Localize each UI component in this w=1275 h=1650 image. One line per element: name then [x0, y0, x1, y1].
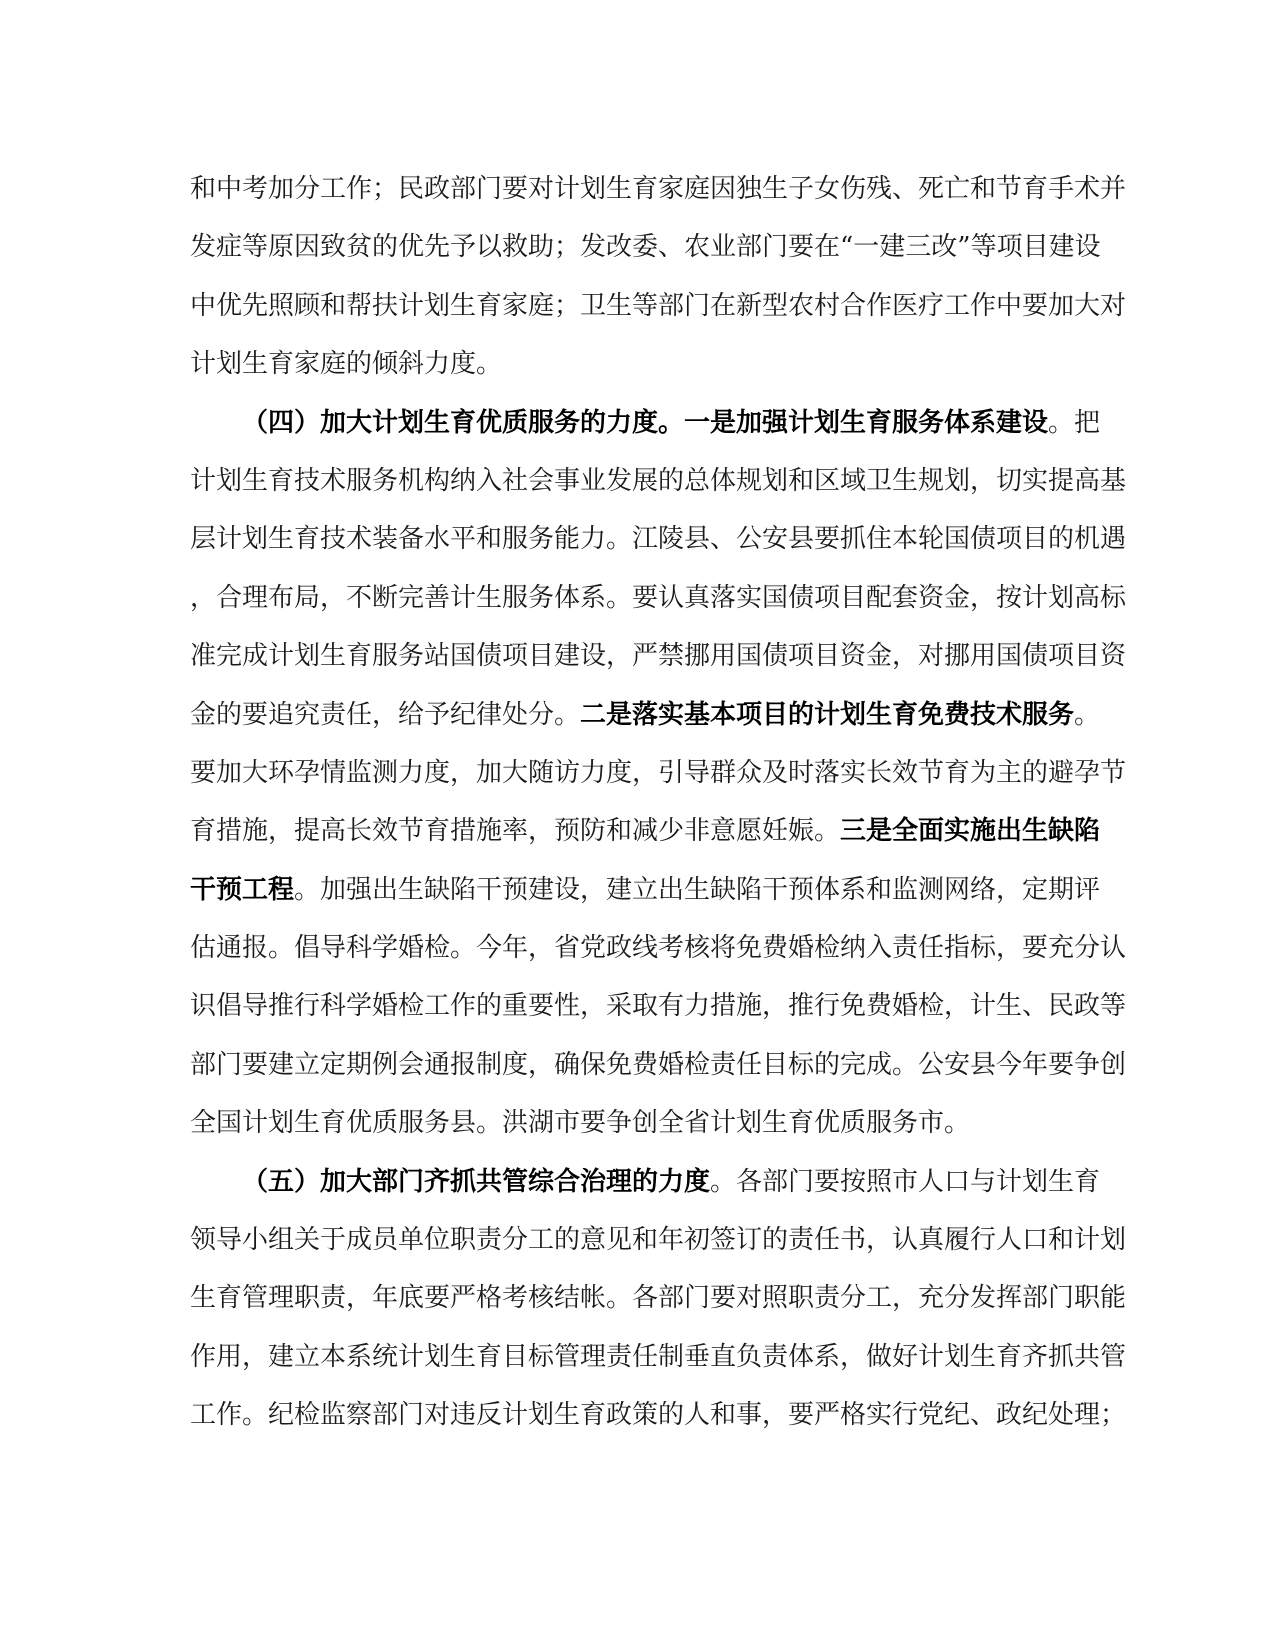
text-line: 中优先照顾和帮扶计划生育家庭；卫生等部门在新型农村合作医疗工作中要加大对 [190, 290, 1127, 321]
text-line: 生育管理职责，年底要严格考核结帐。各部门要对照职责分工，充分发挥部门职能 [190, 1283, 1127, 1314]
text-line: 估通报。倡导科学婚检。今年，省党政线考核将免费婚检纳入责任指标，要充分认 [190, 933, 1127, 964]
point-two-title: 二是落实基本项目的计划生育免费技术服务 [580, 699, 1075, 730]
text-line [190, 816, 1101, 874]
text-span: 育措施，提高长效节育措施率，预防和减少非意愿妊娠。 [190, 816, 841, 847]
text-line [190, 699, 1101, 758]
text-line: ，合理布局，不断完善计生服务体系。要认真落实国债项目配套资金，按计划高标 [190, 582, 1127, 613]
section-four-heading-line [190, 407, 1101, 466]
text-line [190, 874, 1101, 933]
section-four-heading: （四）加大计划生育优质服务的力度。 [242, 407, 685, 438]
document-body [190, 174, 1127, 1459]
text-line: 和中考加分工作；民政部门要对计划生育家庭因独生子女伤残、死亡和节育手术并 [190, 174, 1127, 204]
text-line: 发症等原因致贫的优先予以救助；发改委、农业部门要在“一建三改”等项目建设 [190, 232, 1101, 263]
text-line: 层计划生育技术装备水平和服务能力。江陵县、公安县要抓住本轮国债项目的机遇 [190, 524, 1127, 555]
text-line: 作用，建立本系统计划生育目标管理责任制垂直负责体系，做好计划生育齐抓共管 [190, 1341, 1127, 1372]
point-three-title-b: 干预工程 [190, 874, 295, 905]
text-span: 。加强出生缺陷干预建设，建立出生缺陷干预体系和监测网络，定期评 [294, 874, 1101, 905]
text-line: 计划生育技术服务机构纳入社会事业发展的总体规划和区域卫生规划，切实提高基 [190, 465, 1127, 496]
text-span: 。 [1074, 699, 1101, 730]
point-three-title-a: 三是全面实施出生缺陷 [840, 816, 1101, 847]
text-line: 识倡导推行科学婚检工作的重要性，采取有力措施，推行免费婚检，计生、民政等 [190, 991, 1127, 1022]
text-line: 部门要建立定期例会通报制度，确保免费婚检责任目标的完成。公安县今年要争创 [190, 1049, 1127, 1080]
text-line: 工作。纪检监察部门对违反计划生育政策的人和事，要严格实行党纪、政纪处理； [190, 1400, 1127, 1431]
text-line: 领导小组关于成员单位职责分工的意见和年初签订的责任书，认真履行人口和计划 [190, 1225, 1127, 1256]
point-one-title: 一是加强计划生育服务体系建设 [684, 407, 1049, 438]
text-span: 。各部门要按照市人口与计划生育 [710, 1166, 1101, 1197]
text-line: 要加大环孕情监测力度，加大随访力度，引导群众及时落实长效节育为主的避孕节 [190, 757, 1127, 788]
section-five-heading-line [190, 1166, 1101, 1225]
text-span: 金的要追究责任，给予纪律处分。 [190, 699, 581, 730]
text-line: 计划生育家庭的倾斜力度。 [190, 349, 503, 380]
text-span: 。把 [1048, 407, 1101, 438]
section-five-heading: （五）加大部门齐抓共管综合治理的力度 [242, 1166, 711, 1197]
text-line: 准完成计划生育服务站国债项目建设，严禁挪用国债项目资金，对挪用国债项目资 [190, 641, 1127, 672]
text-line: 全国计划生育优质服务县。洪湖市要争创全省计划生育优质服务市。 [190, 1108, 971, 1139]
